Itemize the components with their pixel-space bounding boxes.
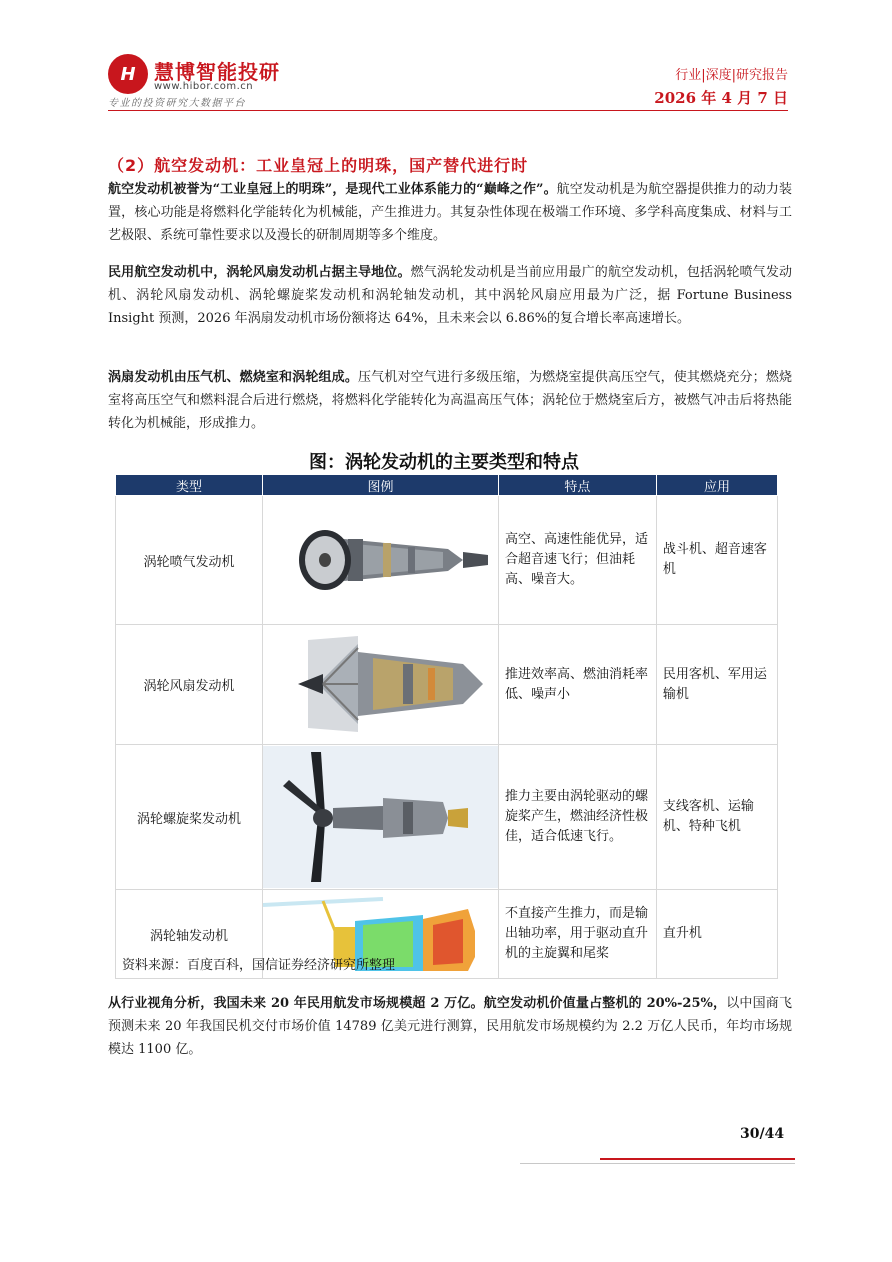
- column-header-application: 应用: [656, 475, 777, 496]
- paragraph-intro: [108, 178, 792, 247]
- engine-type: 涡轮喷气发动机: [116, 496, 263, 625]
- engine-application: 民用客机、军用运输机: [656, 625, 777, 745]
- footer-accent-divider: [600, 1158, 795, 1160]
- engine-application: 支线客机、运输机、特种飞机: [656, 745, 777, 890]
- header-divider: [108, 110, 788, 111]
- report-date: 2026 年 4 月 7 日: [654, 89, 788, 107]
- report-type: 行业|深度|研究报告: [675, 68, 788, 83]
- paragraph-lead: 涡扇发动机由压气机、燃烧室和涡轮组成。: [108, 370, 358, 385]
- page-header: [108, 52, 788, 112]
- turboprop-engine-icon: [263, 746, 498, 888]
- engine-feature: 推进效率高、燃油消耗率低、噪声小: [498, 625, 656, 745]
- paragraph-body: 燃气涡轮发动机是当前应用最广的航空发动机，包括涡轮喷气发动机、涡轮风扇发动机、涡轮螺旋桨发动机和涡轮轴发动机，其中涡轮风扇应用最为广泛，据 Fortune Business Insight 预测，2026 年涡扇发动机市场份额将达 64%，且未来会以 6.86%的复合增长率高速增长。: [108, 265, 792, 326]
- engine-types-table: [115, 474, 778, 979]
- logo-url: www.hibor.com.cn: [154, 81, 254, 92]
- table-row: [116, 745, 778, 890]
- engine-application: 战斗机、超音速客机: [656, 496, 777, 625]
- figure-source: 资料来源：百度百科，国信证券经济研究所整理: [122, 958, 396, 973]
- engine-type: 涡轮风扇发动机: [116, 625, 263, 745]
- engine-feature: 高空、高速性能优异，适合超音速飞行；但油耗高、噪音大。: [498, 496, 656, 625]
- column-header-type: 类型: [116, 475, 263, 496]
- report-meta: [654, 64, 788, 108]
- engine-feature: 不直接产生推力，而是输出轴功率，用于驱动直升机的主旋翼和尾桨: [498, 890, 656, 979]
- engine-type: 涡轮轴发动机: [116, 890, 263, 979]
- paragraph-turbofan-dominance: [108, 261, 792, 330]
- engine-type: 涡轮螺旋桨发动机: [116, 745, 263, 890]
- paragraph-lead: 航空发动机被誉为“工业皇冠上的明珠”，是现代工业体系能力的“巅峰之作”。: [108, 182, 557, 197]
- engine-feature: 推力主要由涡轮驱动的螺旋桨产生，燃油经济性极佳，适合低速飞行。: [498, 745, 656, 890]
- logo-mark-icon: H: [108, 54, 148, 94]
- paragraph-turbofan-structure: [108, 366, 792, 435]
- paragraph-body: 压气机对空气进行多级压缩，为燃烧室提供高压空气，使其燃烧充分；燃烧室将高压空气和燃料混合后进行燃烧，将燃料化学能转化为高温高压气体；涡轮位于燃烧室后方，被燃气冲击后将热能转化为机械能，形成推力。: [108, 370, 792, 431]
- paragraph-body: 以中国商飞预测未来 20 年我国民机交付市场价值 14789 亿美元进行测算，民用航发市场规模约为 2.2 万亿人民币，年均市场规模达 1100 亿。: [108, 996, 792, 1057]
- turbojet-illustration: [262, 496, 498, 625]
- table-row: [116, 496, 778, 625]
- paragraph-market-size: [108, 992, 792, 1061]
- brand-logo[interactable]: [108, 54, 288, 110]
- column-header-feature: 特点: [498, 475, 656, 496]
- turbojet-engine-icon: [263, 497, 498, 623]
- page-number: 30/44: [740, 1126, 785, 1142]
- turbofan-engine-icon: [263, 626, 498, 743]
- column-header-image: 图例: [262, 475, 498, 496]
- paragraph-body: 航空发动机是为航空器提供推力的动力装置，核心功能是将燃料化学能转化为机械能，产生推进力。其复杂性体现在极端工作环境、多学科高度集成、材料与工艺极限、系统可靠性要求以及漫长的研制周期等多个维度。: [108, 182, 792, 243]
- logo-slogan: 专业的投资研究大数据平台: [108, 98, 246, 109]
- turbofan-illustration: [262, 625, 498, 745]
- footer-divider: [520, 1163, 795, 1164]
- turboprop-illustration: [262, 745, 498, 890]
- engine-application: 直升机: [656, 890, 777, 979]
- figure-title: 图：涡轮发动机的主要类型和特点: [309, 452, 579, 473]
- table-row: [116, 625, 778, 745]
- paragraph-lead: 民用航空发动机中，涡轮风扇发动机占据主导地位。: [108, 265, 411, 280]
- logo-name: 慧博智能投研: [154, 60, 280, 84]
- section-title: （2）航空发动机：工业皇冠上的明珠，国产替代进行时: [108, 156, 529, 175]
- paragraph-lead: 从行业视角分析，我国未来 20 年民用航发市场规模超 2 万亿。航空发动机价值量占整机的 20%-25%，: [108, 996, 727, 1011]
- table-header-row: [116, 475, 778, 496]
